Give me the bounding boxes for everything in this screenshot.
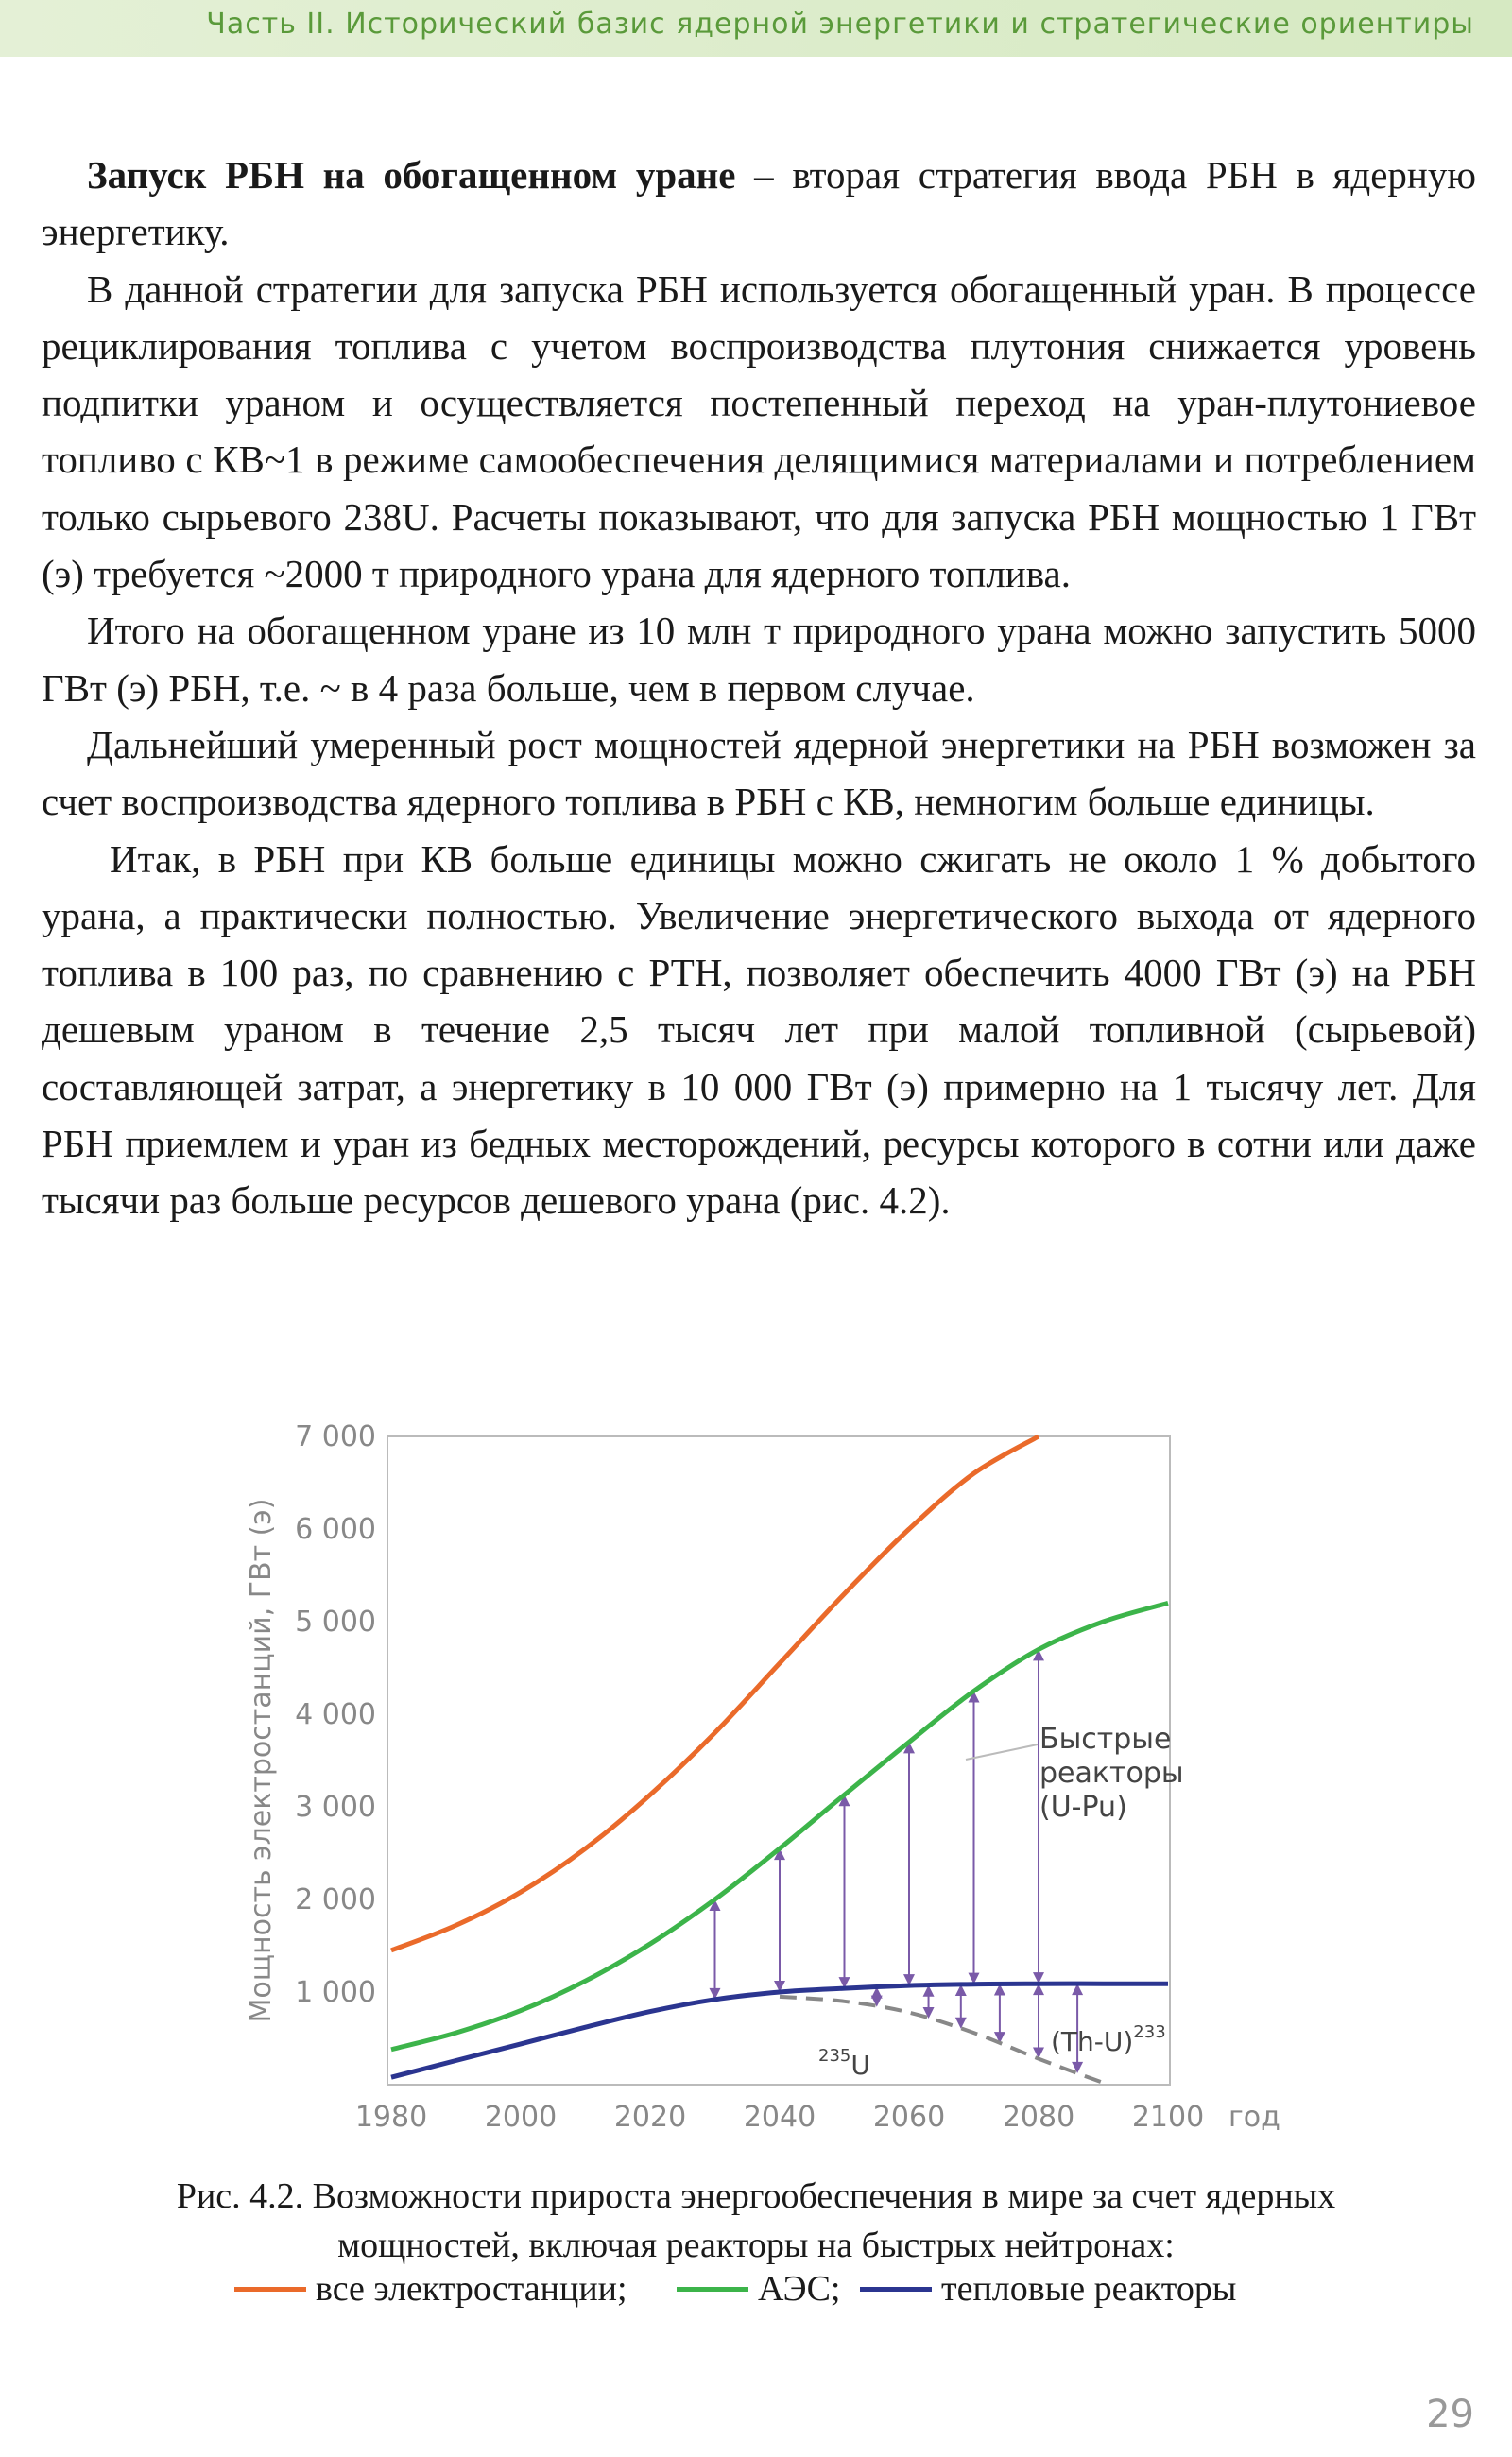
power-chart (0, 1408, 1512, 2164)
x-tick-label: 2060 (872, 2101, 946, 2134)
y-tick-label: 6 000 (295, 1513, 376, 1546)
paragraph-1 (42, 146, 1476, 261)
figure-caption (0, 2172, 1512, 2270)
paragraph-5: Итак, в РБН при КВ больше единицы можно сжигать не около 1 % добытого урана, а практически полностью. Увеличение энергетического выхода от ядерного топлива в 100 раз, по сравнению с РТН, позволяет обеспечить 4000 ГВт (э) на РБН дешевым ураном в течение 2,5 тысяч лет при малой топливной (сырьевой) составляющей затрат, а энергетику в 10 000 ГВт (э) примерно на 1 тысячу лет. Для РБН приемлем и уран из бедных месторождений, ресурсы которого в сотни или даже тысячи раз больше ресурсов дешевого урана (рис. 4.2). (42, 836, 1476, 1223)
paragraph-1-rest: – вторая стратегия ввода РБН в ядерную энергетику. (42, 153, 1476, 254)
legend-item-all-plants (234, 2268, 627, 2310)
x-tick-label: 2000 (484, 2101, 558, 2134)
y-tick-label: 3 000 (295, 1791, 376, 1824)
thu-label: $(Th-U)^{233}$ (1051, 2022, 1166, 2057)
y-axis-label: Мощность электростанций, ГВт (э) (245, 1498, 278, 2023)
page-number: 29 (1426, 2393, 1474, 2436)
legend-label: тепловые реакторы (941, 2269, 1237, 2309)
fast-reactor-label: Быстрые реакторы (U-Pu) (1040, 1723, 1184, 1824)
x-tick-label: 2020 (613, 2101, 687, 2134)
caption-line-1: Рис. 4.2. Возможности прироста энергообеспечения в мире за счет ядерных (176, 2176, 1336, 2216)
paragraph-2: В данной стратегии для запуска РБН используется обогащенный уран. В процессе рециклирования топлива с учетом воспроизводства плутония снижается уровень подпитки ураном и осуществляется постепенный переход на уран-плутониевое топливо с КВ~1 в режиме самообеспечения делящимися материалами и потреблением только сырьевого 238U. Расчеты показывают, что для запуска РБН мощностью 1 ГВт (э) требуется ~2000 т природного урана для ядерного топлива. (42, 266, 1476, 596)
paragraph-3: Итого на обогащенном уране из 10 млн т природного урана можно запустить 5000 ГВт (э) РБН, т.е. ~ в 4 раза больше, чем в первом случае. (42, 609, 1476, 710)
paragraph-4: Дальнейший умеренный рост мощностей ядерной энергетики на РБН возможен за счет воспроизводства ядерного топлива в РБН с КВ, немногим больше единицы. (42, 722, 1476, 824)
legend-swatch (860, 2287, 932, 2292)
x-tick-label: 2040 (743, 2101, 816, 2134)
figure-4-2 (0, 1408, 1512, 2164)
y-tick-label: 5 000 (295, 1606, 376, 1639)
running-header: Часть II. Исторический базис ядерной энергетики и стратегические ориентиры (206, 8, 1474, 41)
legend-label: все электростанции; (316, 2269, 627, 2309)
u235-label: $^{235}$U (818, 2046, 870, 2081)
body-text (42, 146, 1476, 1229)
legend-swatch (677, 2287, 748, 2292)
legend-swatch (234, 2287, 306, 2292)
y-tick-label: 7 000 (295, 1420, 376, 1453)
legend-label: АЭС; (758, 2269, 841, 2309)
legend-item-npp (677, 2268, 841, 2310)
x-axis-label: год (1228, 2101, 1280, 2134)
caption-line-2: мощностей, включая реакторы на быстрых нейтронах: (337, 2225, 1175, 2265)
paragraph-1-bold: Запуск РБН на обогащенном уране (87, 153, 736, 197)
y-tick-label: 4 000 (295, 1698, 376, 1731)
x-tick-label: 2100 (1131, 2101, 1205, 2134)
legend-item-thermal (860, 2268, 1236, 2310)
y-tick-label: 2 000 (295, 1883, 376, 1916)
header-band (0, 0, 1512, 57)
x-tick-label: 1980 (354, 2101, 428, 2134)
y-tick-label: 1 000 (295, 1976, 376, 2009)
x-tick-label: 2080 (1002, 2101, 1075, 2134)
